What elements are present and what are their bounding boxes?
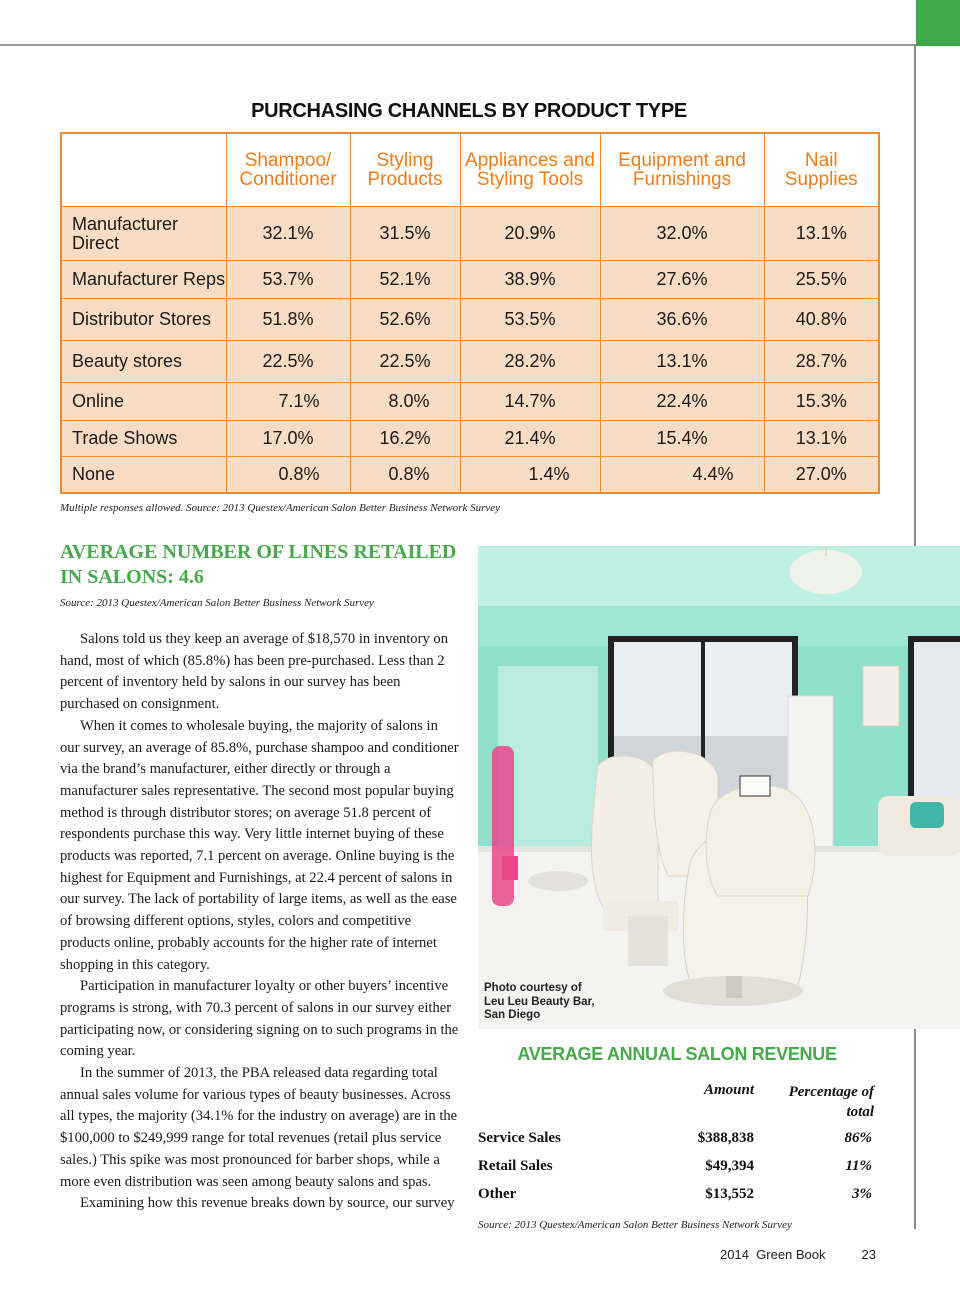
revenue-share: 11% xyxy=(845,1158,872,1174)
table-cell: 13.1% xyxy=(600,341,764,383)
table-cell: 16.2% xyxy=(350,421,460,457)
table-cell: 0.8% xyxy=(350,457,460,493)
table-row xyxy=(61,383,879,421)
table-cell: 1.4% xyxy=(460,457,600,493)
purchasing-table-wrap xyxy=(60,132,878,494)
table-row xyxy=(61,341,879,383)
row-label: Manufacturer Direct xyxy=(61,207,226,261)
table-cell: 8.0% xyxy=(350,383,460,421)
table-cell: 52.1% xyxy=(350,261,460,299)
column-header: Equipment and Furnishings xyxy=(600,133,764,207)
salon-photo xyxy=(478,546,960,1029)
table-row xyxy=(61,457,879,493)
percentage-column-header: Percentage of total xyxy=(788,1084,874,1120)
column-header: Shampoo/ Conditioner xyxy=(226,133,350,207)
table-cell: 28.7% xyxy=(764,341,879,383)
page-number: 23 xyxy=(861,1247,876,1262)
revenue-row xyxy=(478,1130,874,1158)
revenue-row xyxy=(478,1158,874,1186)
table-cell: 38.9% xyxy=(460,261,600,299)
table-row xyxy=(61,207,879,261)
table-cell: 32.1% xyxy=(226,207,350,261)
row-label: Manufacturer Reps xyxy=(61,261,226,299)
table-cell: 53.5% xyxy=(460,299,600,341)
article-body xyxy=(60,629,460,1215)
table-cell: 31.5% xyxy=(350,207,460,261)
table-cell: 36.6% xyxy=(600,299,764,341)
revenue-row-label: Retail Sales xyxy=(478,1158,553,1174)
column-header: Appliances and Styling Tools xyxy=(460,133,600,207)
average-lines-source: Source: 2013 Questex/American Salon Better Business Network Survey xyxy=(60,597,374,609)
table-title: PURCHASING CHANNELS BY PRODUCT TYPE xyxy=(251,100,687,122)
column-header: Styling Products xyxy=(350,133,460,207)
table-cell: 14.7% xyxy=(460,383,600,421)
row-label: Beauty stores xyxy=(61,341,226,383)
table-cell: 15.3% xyxy=(764,383,879,421)
table-cell: 13.1% xyxy=(764,207,879,261)
table-row xyxy=(61,299,879,341)
photo-caption-text: Photo courtesy of Leu Leu Beauty Bar, San Diego xyxy=(484,982,595,1021)
article-paragraph: Salons told us they keep an average of $18,570 in inventory on hand, most of which (85.8%) has been pre-purchased. Less than 2 percent of inventory held by salons in our survey has been purchased on consignment. xyxy=(60,631,449,713)
revenue-table xyxy=(478,1082,874,1214)
page-footer xyxy=(720,1247,876,1262)
green-corner-tab xyxy=(916,0,960,46)
table-header-row xyxy=(61,133,879,207)
table-row xyxy=(61,261,879,299)
revenue-row-label: Other xyxy=(478,1186,517,1202)
table-cell: 22.5% xyxy=(226,341,350,383)
table-cell: 21.4% xyxy=(460,421,600,457)
table-cell: 51.8% xyxy=(226,299,350,341)
table-cell: 53.7% xyxy=(226,261,350,299)
revenue-row-label: Service Sales xyxy=(478,1130,561,1146)
publication-name: 2014 Green Book xyxy=(720,1247,826,1262)
row-label: None xyxy=(61,457,226,493)
top-rule xyxy=(0,44,915,46)
header-corner xyxy=(61,133,226,207)
row-label: Distributor Stores xyxy=(61,299,226,341)
table-cell: 15.4% xyxy=(600,421,764,457)
photo-caption xyxy=(484,982,604,1023)
column-header: Nail Supplies xyxy=(764,133,879,207)
table-cell: 27.0% xyxy=(764,457,879,493)
revenue-header xyxy=(478,1082,874,1130)
salon-photo-illustration xyxy=(478,546,960,1029)
revenue-share: 3% xyxy=(852,1186,872,1202)
article-paragraph: When it comes to wholesale buying, the majority of salons in our survey, an average of 85.8%, purchase shampoo and conditioner via the brand’s manufacturer, either directly or through a manufacturer sales representative. The second most popular buying method is through distributor stores; on average 51.8 percent of respondents purchase this way. Very little internet buying of these products was reported, 7.1 percent on average. Online buying is the highest for Equipment and Furnishings, at 22.4 percent of salons in our survey. The lack of portability of large items, as well as the ease of browsing different options, styles, colors and competitive products online, probably accounts for the higher rate of internet shopping in this category. xyxy=(60,717,459,973)
table-cell: 52.6% xyxy=(350,299,460,341)
article-paragraph: Examining how this revenue breaks down by source, our survey xyxy=(80,1195,455,1212)
revenue-amount: $49,394 xyxy=(705,1158,754,1174)
row-label: Online xyxy=(61,383,226,421)
amount-column-header: Amount xyxy=(703,1082,754,1098)
row-label: Trade Shows xyxy=(61,421,226,457)
table-cell: 27.6% xyxy=(600,261,764,299)
table-cell: 22.5% xyxy=(350,341,460,383)
revenue-source: Source: 2013 Questex/American Salon Better Business Network Survey xyxy=(478,1219,792,1231)
table-source-note: Multiple responses allowed. Source: 2013 Questex/American Salon Better Business Network Survey xyxy=(60,502,501,514)
revenue-amount: $388,838 xyxy=(697,1130,754,1146)
average-lines-heading: AVERAGE NUMBER OF LINES RETAILED IN SALONS: 4.6 xyxy=(60,541,457,588)
table-cell: 20.9% xyxy=(460,207,600,261)
purchasing-channels-table xyxy=(60,132,880,494)
table-cell: 17.0% xyxy=(226,421,350,457)
table-cell: 22.4% xyxy=(600,383,764,421)
table-cell: 32.0% xyxy=(600,207,764,261)
revenue-title: AVERAGE ANNUAL SALON REVENUE xyxy=(517,1044,837,1064)
table-row xyxy=(61,421,879,457)
article-paragraph: Participation in manufacturer loyalty or other buyers’ incentive programs is strong, with 70.3 percent of salons in our survey either participating now, or considering signing on to such programs in the coming year. xyxy=(60,978,459,1060)
table-cell: 7.1% xyxy=(226,383,350,421)
table-cell: 4.4% xyxy=(600,457,764,493)
table-cell: 40.8% xyxy=(764,299,879,341)
left-column xyxy=(60,540,460,1215)
table-cell: 25.5% xyxy=(764,261,879,299)
table-cell: 13.1% xyxy=(764,421,879,457)
revenue-share: 86% xyxy=(844,1130,872,1146)
revenue-amount: $13,552 xyxy=(705,1186,754,1202)
table-cell: 28.2% xyxy=(460,341,600,383)
article-paragraph: In the summer of 2013, the PBA released data regarding total annual sales volume for various types of beauty businesses. Across all types, the majority (34.1% for the industry on average) are in the $100,000 to $249,999 range for total revenues (retail plus service sales.) This spike was most pronounced for barber shops, while a more even distribution was seen among beauty salons and spas. xyxy=(60,1065,458,1190)
revenue-row xyxy=(478,1186,874,1214)
table-cell: 0.8% xyxy=(226,457,350,493)
